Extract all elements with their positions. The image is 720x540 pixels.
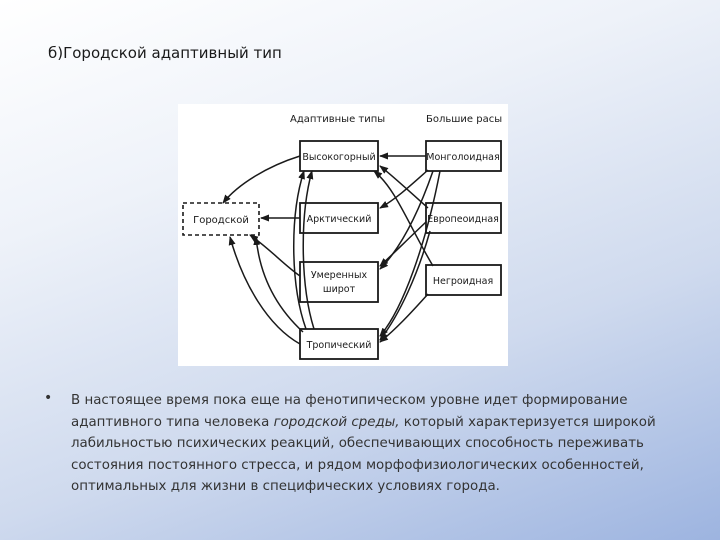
arrow-tropical-to-highland-1 — [294, 171, 306, 329]
node-europeoid-label: Европеоидная — [427, 214, 499, 225]
arrow-mongoloid-to-tropical — [380, 171, 440, 336]
adaptive-types-diagram — [178, 104, 508, 366]
node-mongoloid — [426, 141, 501, 171]
bullet-marker: • — [44, 390, 53, 406]
node-temperate-label-2: широт — [322, 284, 356, 295]
node-urban — [183, 203, 259, 235]
body-text-part1: В настоящее время пока еще на фенотипическом уровне идет формирование адаптивного типа человека — [71, 393, 628, 430]
node-arctic — [300, 203, 378, 233]
header-big-races: Большие расы — [426, 114, 503, 125]
node-highland-label: Высокогорный — [302, 152, 376, 163]
node-mongoloid-label: Монголоидная — [426, 152, 500, 163]
node-arctic-label: Арктический — [306, 214, 372, 225]
slide-title: б)Городской адаптивный тип — [48, 44, 282, 62]
body-text-italic: городской среды, — [273, 414, 400, 430]
arrow-tropical-to-urban — [230, 237, 300, 344]
arrow-europeoid-to-temperate — [380, 222, 426, 266]
body-text-part2: который характеризуется широкой лабильностью психических реакций, обеспечивающих способность переживать состояния постоянного стресса, и рядом морфофизиологических особенностей, оптимальных для жизни в специфических условиях города. — [71, 414, 656, 494]
node-temperate-label-1: Умеренных — [310, 270, 368, 281]
node-highland — [300, 141, 378, 171]
node-temperate — [300, 262, 378, 302]
arrow-europeoid-to-highland — [380, 166, 428, 208]
node-europeoid — [426, 203, 501, 233]
header-adaptive-types: Адаптивные типы — [290, 114, 386, 125]
body-paragraph — [71, 390, 681, 498]
diagram-svg — [178, 104, 508, 366]
node-tropical-label: Тропический — [306, 340, 372, 351]
node-tropical — [300, 329, 378, 359]
node-urban-label: Городской — [193, 215, 249, 226]
node-negroid — [426, 265, 501, 295]
node-negroid-label: Негроидная — [432, 276, 494, 287]
arrow-highland-to-urban — [223, 156, 300, 203]
arrow-temperate-to-urban — [250, 235, 300, 276]
arrow-tropical-to-highland-2 — [303, 171, 314, 329]
